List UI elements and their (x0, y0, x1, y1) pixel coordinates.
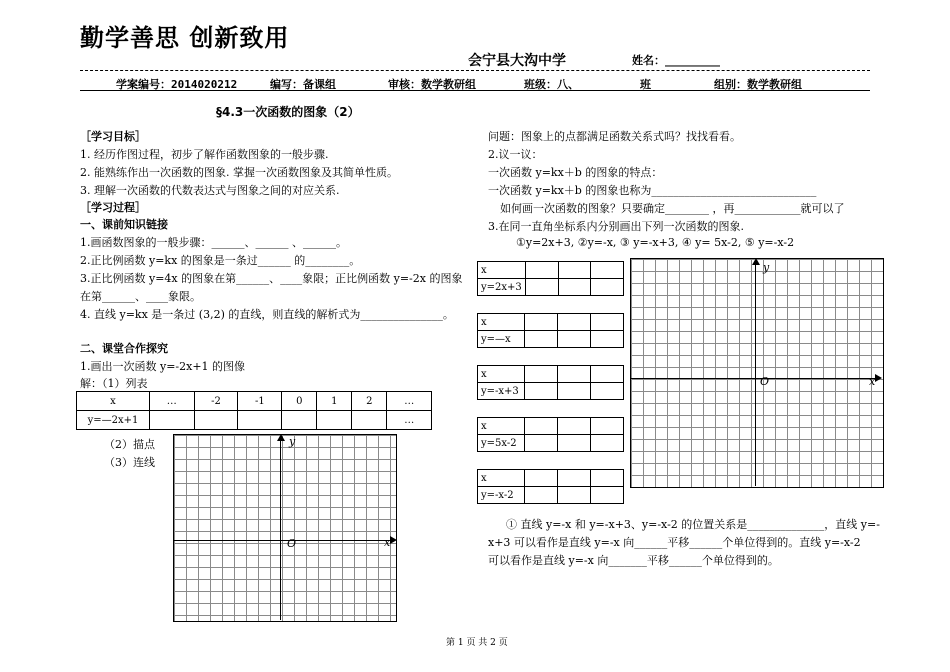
author: 编写：备课组 (270, 78, 336, 91)
value-table-5 (477, 469, 624, 504)
question-2: 2.正比例函数 y=kx 的图象是一条过______ 的________。 (80, 254, 361, 267)
table-row (77, 411, 432, 430)
goal-2: 2. 能熟练作出一次函数的图象. 掌握一次函数图象及其简单性质。 (80, 166, 398, 179)
table-cell: y=-x-2 (478, 487, 525, 504)
table-cell: -1 (238, 392, 282, 411)
x-axis-arrow-icon (875, 374, 882, 382)
table-row (478, 314, 624, 331)
school-name: 会宁县大沟中学 (468, 53, 566, 69)
value-table-1 (477, 261, 624, 296)
header-divider-solid (80, 90, 870, 91)
table-row (77, 392, 432, 411)
y-axis-arrow-icon (277, 434, 285, 441)
name-blank: __________ (665, 54, 720, 67)
x-axis (173, 540, 391, 541)
table-cell: -2 (194, 392, 238, 411)
table-cell: x (478, 418, 525, 435)
table-row (478, 262, 624, 279)
table-cell[interactable] (591, 418, 624, 435)
conclusion-line-2: x+3 可以看作是直线 y=-x 向______平移______个单位得到的。直线 y=-x-2 (488, 536, 861, 549)
table-row (478, 487, 624, 504)
table-row (478, 366, 624, 383)
table-cell[interactable] (525, 383, 558, 400)
table-cell[interactable] (194, 411, 238, 430)
question-4: 4. 直线 y=kx 是一条过 (3,2) 的直线，则直线的解析式为_______________。 (80, 308, 454, 321)
step-3: （3）连线 (104, 456, 155, 469)
table-row (478, 418, 624, 435)
question-3b: 在第______、____象限。 (80, 290, 201, 303)
conclusion-line-3: 可以看作是直线 y=-x 向_______平移______个单位得到的。 (488, 554, 779, 567)
table-cell[interactable] (525, 487, 558, 504)
table-cell: x (77, 392, 150, 411)
question-3a: 3.正比例函数 y=4x 的图象在第______、____象限；正比例函数 y=-2x 的图象 (80, 272, 463, 285)
table-cell: y=—x (478, 331, 525, 348)
page-footer: 第 1 页 共 2 页 (446, 638, 508, 648)
table-cell[interactable] (591, 487, 624, 504)
y-axis (755, 264, 756, 486)
table-cell[interactable] (558, 279, 591, 296)
step-1: 解：（1）列表 (80, 377, 148, 390)
table-cell[interactable] (558, 418, 591, 435)
reviewer: 审核：数学教研组 (388, 78, 476, 91)
value-table-2 (477, 313, 624, 348)
right-line-5: 如何画一次函数的图象？只要确定________ ，再____________就可以了 (500, 202, 845, 215)
table-cell[interactable] (591, 470, 624, 487)
table-cell: … (387, 392, 432, 411)
table-cell[interactable] (525, 470, 558, 487)
table-cell: y=5x-2 (478, 435, 525, 452)
value-table-3 (477, 365, 624, 400)
page-title: §4.3一次函数的图象（2） (216, 105, 360, 119)
table-cell[interactable] (525, 435, 558, 452)
table-cell[interactable] (525, 314, 558, 331)
table-row (478, 383, 624, 400)
table-cell[interactable] (558, 470, 591, 487)
table-cell[interactable] (558, 331, 591, 348)
table-row (478, 435, 624, 452)
right-line-2: 2.议一议： (488, 148, 543, 161)
table-cell: y=-x+3 (478, 383, 525, 400)
table-cell: … (150, 392, 195, 411)
x-axis (630, 378, 876, 379)
table-cell[interactable] (558, 314, 591, 331)
table-row (478, 331, 624, 348)
class-suffix: 班 (640, 78, 651, 91)
goal-3: 3. 理解一次函数的代数表达式与图象之间的对应关系. (80, 184, 340, 197)
origin-label: O (760, 375, 770, 388)
step-2: （2）描点 (104, 438, 155, 451)
table-cell: x (478, 262, 526, 279)
class-label: 班级：八、 (524, 78, 579, 91)
x-axis-label: x (384, 536, 391, 549)
table-cell[interactable] (525, 331, 558, 348)
name-label: 姓名：__________ (632, 54, 720, 67)
table-cell[interactable] (525, 279, 558, 296)
table-cell[interactable] (317, 411, 352, 430)
table-cell[interactable] (591, 262, 624, 279)
table-cell[interactable] (525, 366, 558, 383)
table-cell[interactable] (591, 331, 624, 348)
y-axis-label: y (763, 261, 770, 274)
table-cell[interactable] (352, 411, 387, 430)
table-cell[interactable] (591, 366, 624, 383)
coordinate-grid-right[interactable] (630, 258, 884, 488)
table-cell: y=2x+3 (478, 279, 526, 296)
function-list: ①y=2x+3, ②y=-x, ③ y=-x+3, ④ y= 5x-2, ⑤ y=-x-2 (516, 236, 795, 249)
header-divider (80, 70, 870, 71)
table-cell[interactable] (282, 411, 317, 430)
right-line-3: 一次函数 y=kx＋b 的图象的特点： (488, 166, 663, 179)
table-cell: 1 (317, 392, 352, 411)
table-cell: … (387, 411, 432, 430)
value-table (76, 391, 432, 430)
goal-1: 1. 经历作图过程，初步了解作函数图象的一般步骤. (80, 148, 329, 161)
question-1: 1.画函数图象的一般步骤：______、______ 、______。 (80, 236, 347, 249)
value-table-4 (477, 417, 624, 452)
origin-label: O (287, 537, 297, 550)
group: 组别：数学教研组 (714, 78, 802, 91)
table-cell[interactable] (591, 314, 624, 331)
table-cell[interactable] (558, 366, 591, 383)
table-cell[interactable] (558, 262, 591, 279)
table-cell[interactable] (558, 487, 591, 504)
table-cell: y=—2x+1 (77, 411, 150, 430)
table-cell: 2 (352, 392, 387, 411)
table-cell[interactable] (525, 418, 558, 435)
motto: 勤学善思 创新致用 (80, 24, 290, 52)
section-2-heading: 二、课堂合作探究 (80, 342, 168, 355)
y-axis-arrow-icon (752, 258, 760, 265)
problem-1: 1.画出一次函数 y=-2x+1 的图像 (80, 360, 246, 373)
table-cell[interactable] (238, 411, 282, 430)
table-cell: 0 (282, 392, 317, 411)
table-cell: x (478, 470, 525, 487)
right-line-1: 问题：图象上的点都满足函数关系式吗？找找看看。 (488, 130, 741, 143)
right-line-4: 一次函数 y=kx＋b 的图象也称为______________________________ (488, 184, 817, 197)
y-axis-label: y (289, 435, 296, 448)
table-row (478, 470, 624, 487)
x-axis-label: x (869, 375, 876, 388)
coordinate-grid-left[interactable] (173, 434, 397, 622)
table-cell[interactable] (591, 279, 624, 296)
table-cell[interactable] (558, 435, 591, 452)
conclusion-line-1: ① 直线 y=-x 和 y=-x+3、y=-x-2 的位置关系是______________，直线 y=- (506, 518, 880, 531)
y-axis (280, 440, 281, 620)
table-cell[interactable] (591, 383, 624, 400)
section-1-heading: 一、课前知识链接 (80, 218, 168, 231)
goals-heading: ［学习目标］ (80, 130, 146, 143)
table-row (478, 279, 624, 296)
right-line-6: 3.在同一直角坐标系内分别画出下列一次函数的图象. (488, 220, 744, 233)
x-axis-arrow-icon (390, 536, 397, 544)
table-cell[interactable] (150, 411, 195, 430)
table-cell[interactable] (558, 383, 591, 400)
table-cell[interactable] (591, 435, 624, 452)
table-cell: x (478, 314, 525, 331)
table-cell: x (478, 366, 525, 383)
process-heading: ［学习过程］ (80, 201, 146, 214)
case-number: 学案编号：2014020212 (116, 78, 238, 91)
table-cell[interactable] (525, 262, 558, 279)
